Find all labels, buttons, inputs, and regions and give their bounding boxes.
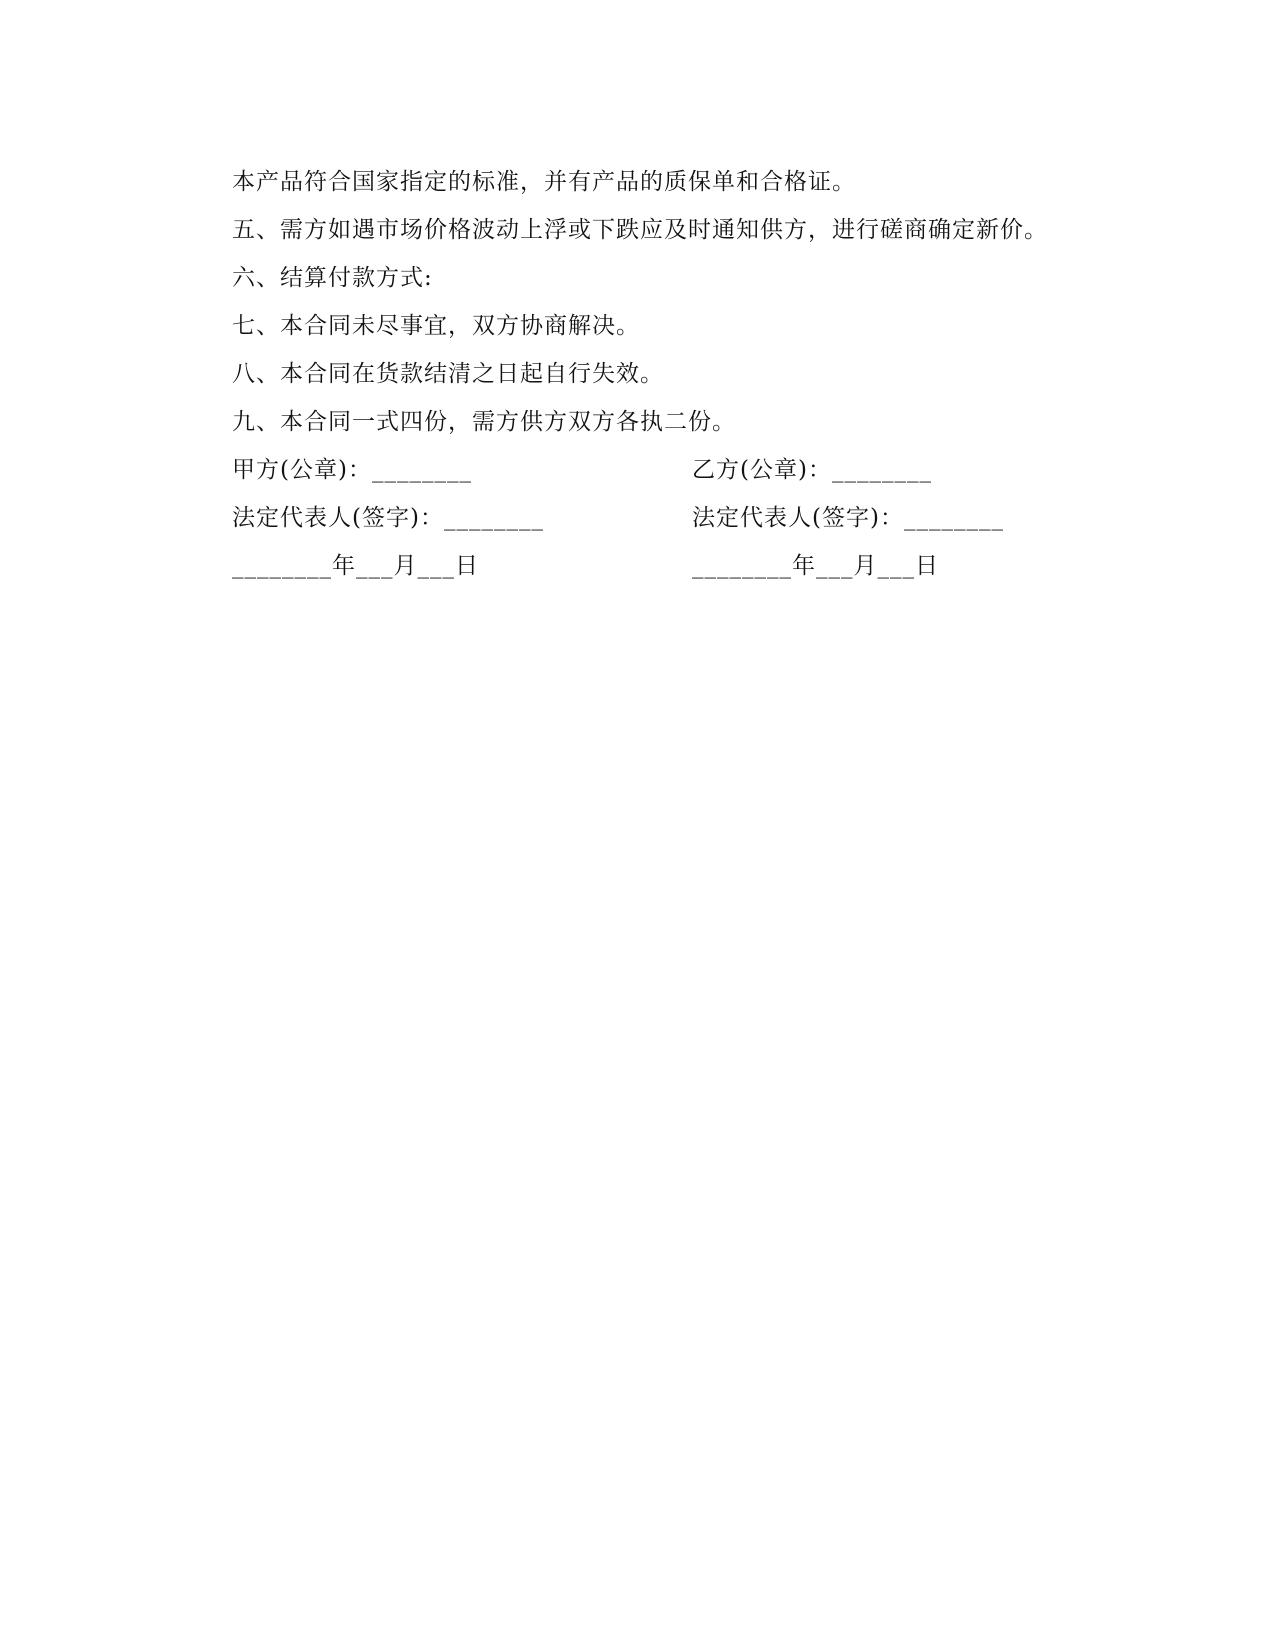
party-a-representative: 法定代表人(签字)：________ xyxy=(232,505,544,531)
contract-clauses xyxy=(232,158,1052,446)
party-b-seal: 乙方(公章)：________ xyxy=(692,457,932,483)
clause-5-price-change: 五、需方如遇市场价格波动上浮或下跌应及时通知供方，进行磋商确定新价。 xyxy=(232,217,1048,243)
clause-6-payment: 六、结算付款方式: xyxy=(232,265,433,291)
party-b-date: ________年___月___日 xyxy=(692,553,939,579)
clause-7-negotiation: 七、本合同未尽事宜，双方协商解决。 xyxy=(232,313,640,339)
party-a-seal: 甲方(公章)：________ xyxy=(232,457,472,483)
clause-8-expiry: 八、本合同在货款结清之日起自行失效。 xyxy=(232,361,664,387)
signature-date-row xyxy=(232,542,1052,590)
party-a-date: ________年___月___日 xyxy=(232,553,479,579)
signature-seal-row xyxy=(232,446,1052,494)
party-b-representative: 法定代表人(签字)：________ xyxy=(692,505,1004,531)
clause-9-copies: 九、本合同一式四份，需方供方双方各执二份。 xyxy=(232,409,736,435)
signature-representative-row xyxy=(232,494,1052,542)
clause-quality: 本产品符合国家指定的标准，并有产品的质保单和合格证。 xyxy=(232,169,856,195)
signature-block xyxy=(232,446,1052,590)
